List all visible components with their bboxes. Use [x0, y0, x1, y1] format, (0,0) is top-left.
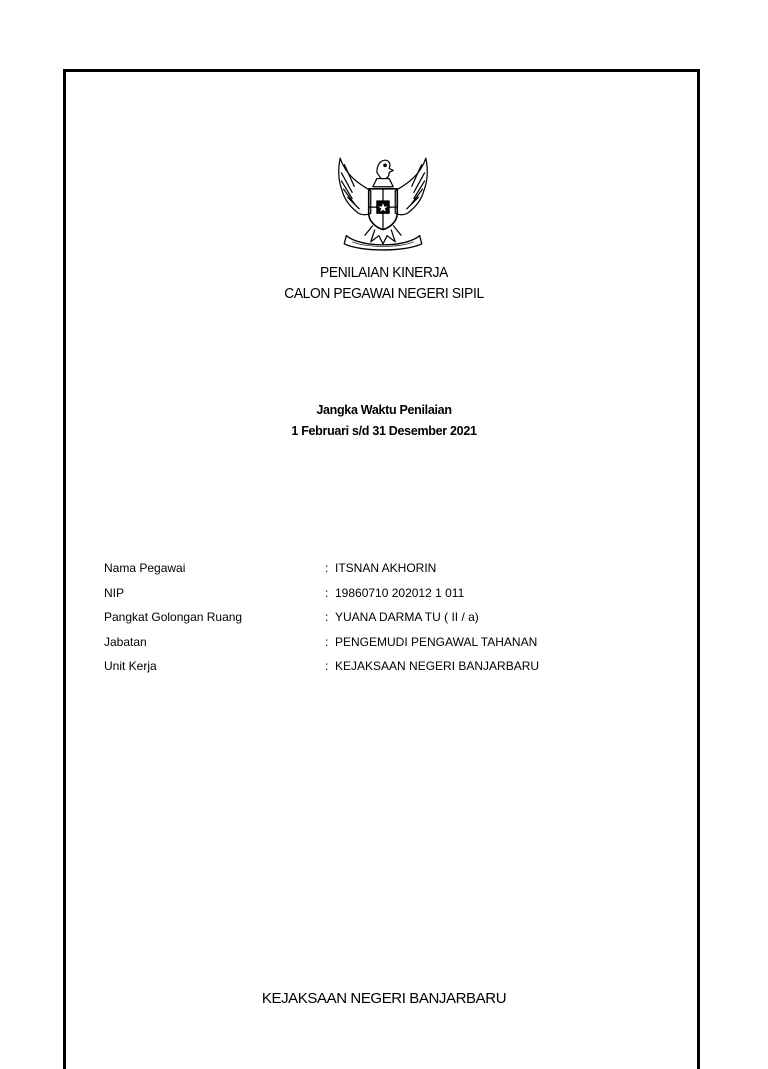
info-value: KEJAKSAAN NEGERI BANJARBARU — [335, 659, 540, 673]
info-label: Pangkat Golongan Ruang — [104, 610, 243, 624]
info-label: Nama Pegawai — [104, 561, 186, 575]
info-label: NIP — [104, 585, 125, 600]
assessment-period — [0, 400, 768, 442]
period-heading: Jangka Waktu Penilaian — [316, 403, 452, 417]
employee-info-table — [104, 556, 539, 679]
info-row-rank — [104, 605, 539, 630]
info-value: PENGEMUDI PENGAWAL TAHANAN — [335, 634, 538, 649]
info-value: 19860710 202012 1 011 — [335, 585, 465, 600]
info-separator: : — [325, 561, 329, 575]
info-row-unit — [104, 654, 539, 679]
period-range: 1 Februari s/d 31 Desember 2021 — [291, 424, 477, 438]
info-label: Jabatan — [104, 634, 147, 649]
info-separator: : — [325, 659, 329, 673]
document-title — [0, 262, 768, 304]
info-separator: : — [325, 585, 329, 600]
garuda-emblem-icon — [332, 150, 434, 252]
info-row-nip — [104, 581, 539, 606]
info-value: ITSNAN AKHORIN — [335, 561, 437, 575]
info-separator: : — [325, 610, 329, 624]
info-label: Unit Kerja — [104, 659, 157, 673]
title-line-1: PENILAIAN KINERJA — [320, 264, 448, 281]
info-separator: : — [325, 634, 329, 649]
info-value: YUANA DARMA TU ( II / a) — [335, 610, 479, 624]
info-row-position — [104, 630, 539, 655]
info-row-name — [104, 556, 539, 581]
footer-office-name: KEJAKSAAN NEGERI BANJARBARU — [261, 990, 507, 1007]
title-line-2: CALON PEGAWAI NEGERI SIPIL — [284, 285, 484, 302]
